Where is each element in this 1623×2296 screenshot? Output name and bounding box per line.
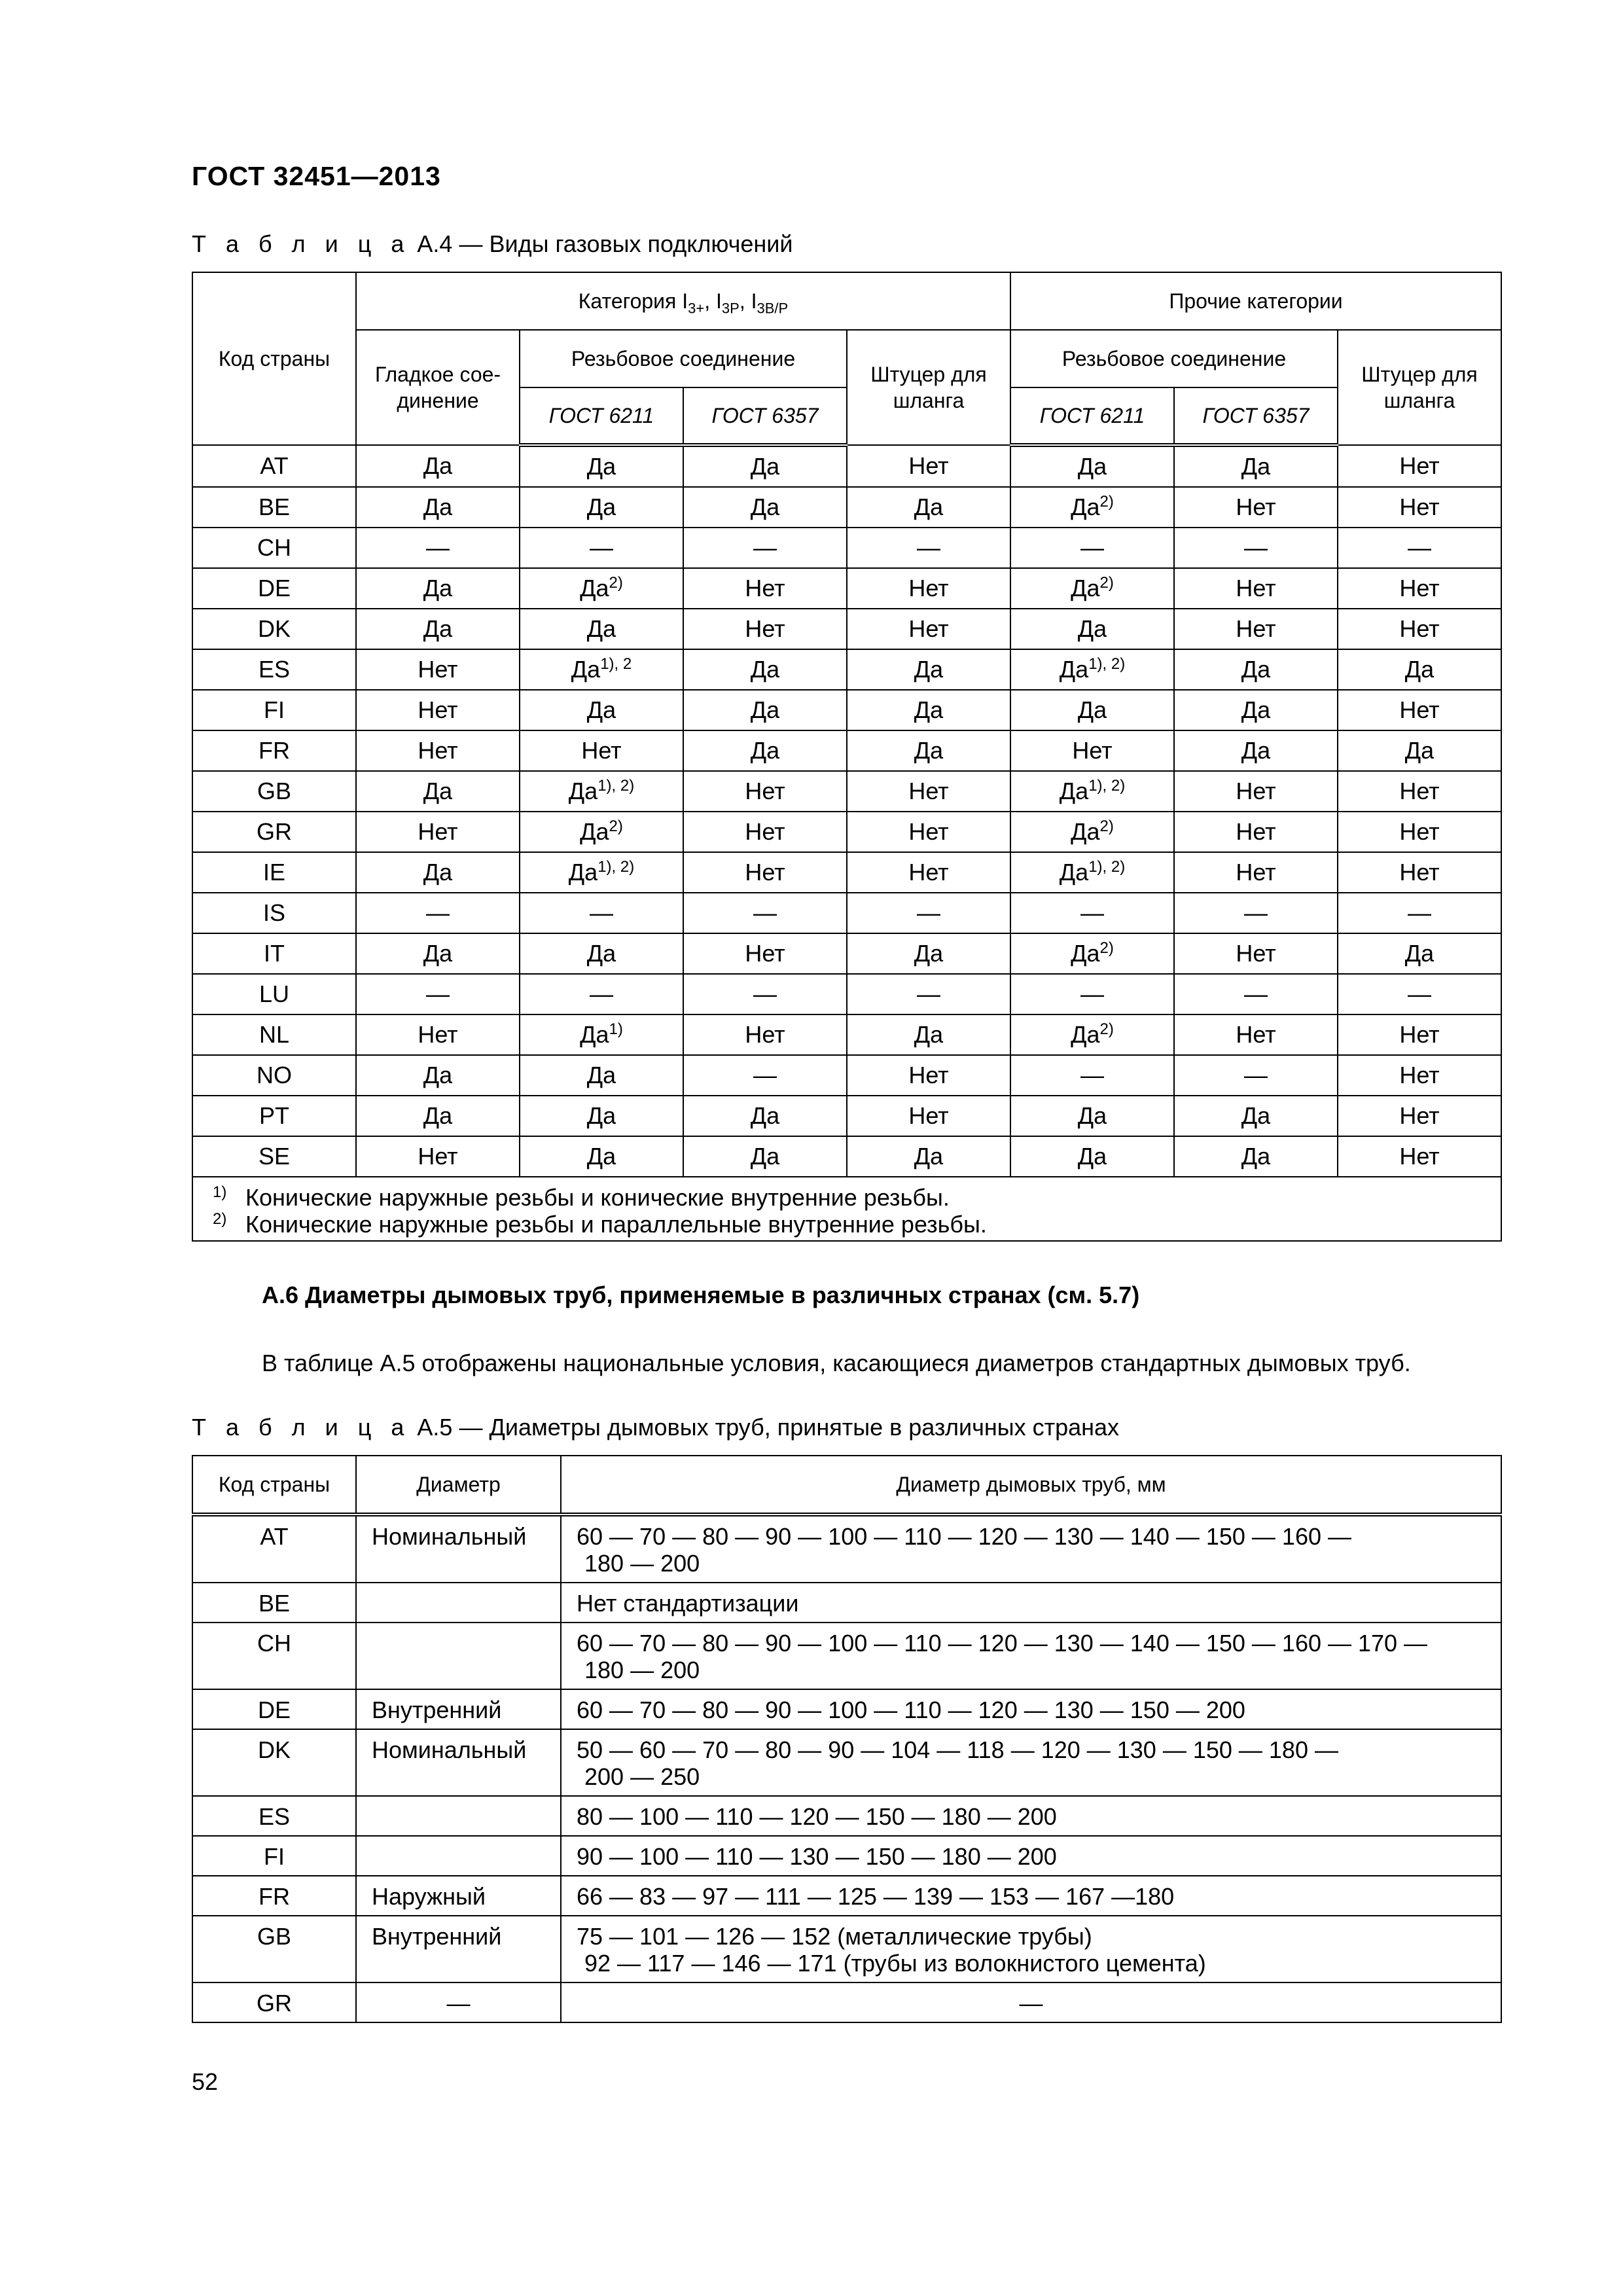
table-cell <box>356 1836 561 1876</box>
table-cell: Нет <box>1338 852 1501 893</box>
table-cell: GB <box>192 1916 356 1982</box>
table-cell: Да <box>847 649 1010 690</box>
caption-text: А.4 — Виды газовых подключений <box>410 230 793 257</box>
header-country-code: Код страны <box>192 272 356 445</box>
table-row <box>192 852 1501 893</box>
table-cell: Нет <box>1338 487 1501 528</box>
table-cell: Да <box>1174 730 1338 771</box>
table-cell: Нет <box>1338 1136 1501 1177</box>
table-cell: Нет <box>520 730 683 771</box>
table-cell: — <box>847 893 1010 933</box>
table-cell: $Да^{2)}$ <box>520 568 683 609</box>
table-cell: GB <box>192 771 356 812</box>
table-cell: Да <box>356 1096 520 1136</box>
table-cell: Нет <box>847 771 1010 812</box>
table-cell: Номинальный <box>356 1729 561 1796</box>
header-gost-6211: ГОСТ 6211 <box>520 387 683 445</box>
table-cell: — <box>683 974 847 1014</box>
table-cell: DE <box>192 1689 356 1729</box>
table-cell: LU <box>192 974 356 1014</box>
table-cell <box>356 1583 561 1623</box>
table-cell: 90 — 100 — 110 — 130 — 150 — 180 — 200 <box>561 1836 1501 1876</box>
table-cell: Да <box>683 690 847 730</box>
table-cell: Да <box>356 609 520 649</box>
table-cell: Нет <box>356 1136 520 1177</box>
table-cell: SE <box>192 1136 356 1177</box>
table-row <box>192 609 1501 649</box>
table-cell: — <box>683 893 847 933</box>
table-cell: — <box>356 528 520 568</box>
table-cell: Да <box>683 487 847 528</box>
footnote-2: $^{2)}$ Конические наружные резьбы и параллельные внутренние резьбы. <box>213 1210 987 1238</box>
table-cell: Да <box>683 445 847 487</box>
table-cell: Нет <box>683 771 847 812</box>
table-row <box>192 1096 1501 1136</box>
table-cell: Нет <box>847 852 1010 893</box>
table-cell: Нет <box>1338 1055 1501 1096</box>
table-cell: Да <box>356 852 520 893</box>
table-cell: 60 — 70 — 80 — 90 — 100 — 110 — 120 — 130 — 140 — 150 — 160 — 180 — 200 <box>561 1515 1501 1583</box>
table-cell: Нет <box>1338 568 1501 609</box>
table-cell: — <box>356 974 520 1014</box>
table-cell: Нет <box>1174 852 1338 893</box>
header-chimney-diameter: Диаметр дымовых труб, мм <box>561 1456 1501 1515</box>
table-cell: — <box>520 893 683 933</box>
table-cell: Да <box>520 1055 683 1096</box>
table-cell: — <box>1010 974 1174 1014</box>
table-cell: Да <box>1338 730 1501 771</box>
table-cell: 75 — 101 — 126 — 152 (металлические трубы) 92 — 117 — 146 — 171 (трубы из волокнистого цемента) <box>561 1916 1501 1982</box>
table-cell: — <box>520 974 683 1014</box>
table-cell: Да <box>1010 690 1174 730</box>
table-cell: GR <box>192 1982 356 2022</box>
table-cell: Нет <box>356 649 520 690</box>
table-cell: Да <box>356 445 520 487</box>
table-row <box>192 1623 1501 1689</box>
header-hose-fitting-other: Штуцер для шланга <box>1338 330 1501 445</box>
table-row <box>192 1876 1501 1916</box>
table-cell: Да <box>1174 1096 1338 1136</box>
table-cell: Да <box>1338 933 1501 974</box>
table-cell: DK <box>192 609 356 649</box>
table-cell: Да <box>520 690 683 730</box>
table-a5-caption <box>192 1414 1119 1441</box>
table-cell: $Да^{1), 2)}$ <box>1010 852 1174 893</box>
header-gost-6357: ГОСТ 6357 <box>683 387 847 445</box>
table-cell: — <box>847 528 1010 568</box>
table-cell: NL <box>192 1014 356 1055</box>
table-cell: — <box>1010 893 1174 933</box>
table-cell: Нет <box>1174 609 1338 649</box>
table-cell: Да <box>683 649 847 690</box>
caption-prefix: Т а б л и ц а <box>192 1414 411 1441</box>
table-cell: PT <box>192 1096 356 1136</box>
table-cell: Нет <box>356 812 520 852</box>
table-cell: Нет <box>683 933 847 974</box>
table-cell: — <box>683 1055 847 1096</box>
table-cell: Да <box>520 487 683 528</box>
table-cell: Да <box>520 1136 683 1177</box>
table-cell: Да <box>847 933 1010 974</box>
footnote-1: $^{1)}$ Конические наружные резьбы и конические внутренние резьбы. <box>213 1183 950 1211</box>
table-cell: 60 — 70 — 80 — 90 — 100 — 110 — 120 — 130 — 140 — 150 — 160 — 170 — 180 — 200 <box>561 1623 1501 1689</box>
table-cell: Да <box>356 771 520 812</box>
table-cell: $Да^{1), 2)}$ <box>520 852 683 893</box>
table-cell: — <box>1338 974 1501 1014</box>
table-cell: AT <box>192 445 356 487</box>
table-cell: CH <box>192 1623 356 1689</box>
table-cell: Нет <box>683 609 847 649</box>
table-cell: $Да^{2)}$ <box>1010 1014 1174 1055</box>
table-cell: — <box>1010 1055 1174 1096</box>
table-cell: Нет <box>1174 1014 1338 1055</box>
table-row <box>192 1836 1501 1876</box>
table-cell: Нет <box>847 568 1010 609</box>
table-row <box>192 445 1501 487</box>
table-cell: FR <box>192 1876 356 1916</box>
table-row <box>192 974 1501 1014</box>
table-cell: Да <box>1174 1136 1338 1177</box>
table-cell: Да <box>847 1136 1010 1177</box>
table-cell: Нет <box>683 568 847 609</box>
table-cell: Нет <box>1174 568 1338 609</box>
table-cell: IS <box>192 893 356 933</box>
table-cell: Да <box>847 1014 1010 1055</box>
table-cell: — <box>1010 528 1174 568</box>
table-cell: IT <box>192 933 356 974</box>
table-cell: Нет <box>1174 487 1338 528</box>
table-cell: Да <box>1174 649 1338 690</box>
table-cell: Да <box>1010 1096 1174 1136</box>
table-cell: Нет <box>847 812 1010 852</box>
section-a6-heading: А.6 Диаметры дымовых труб, применяемые в различных странах (см. 5.7) <box>262 1282 1140 1308</box>
table-cell: — <box>1174 1055 1338 1096</box>
table-cell: $Да^{1), 2)}$ <box>1010 771 1174 812</box>
table-cell: Да <box>683 1096 847 1136</box>
table-cell: Нет <box>683 812 847 852</box>
table-cell: NO <box>192 1055 356 1096</box>
header-threaded-connection-other: Резьбовое соединение <box>1010 330 1338 387</box>
table-cell: Да <box>1010 445 1174 487</box>
table-cell: Нет <box>1338 1014 1501 1055</box>
table-cell: — <box>1338 528 1501 568</box>
table-cell: $Да^{1), 2)}$ <box>1010 649 1174 690</box>
table-cell: Нет <box>847 445 1010 487</box>
table-cell: 80 — 100 — 110 — 120 — 150 — 180 — 200 <box>561 1796 1501 1836</box>
table-cell: Нет стандартизации <box>561 1583 1501 1623</box>
table-cell: Да <box>1174 690 1338 730</box>
gas-connections-table <box>192 272 1502 1242</box>
table-cell: — <box>356 1982 561 2022</box>
table-cell: Нет <box>1174 771 1338 812</box>
table-row <box>192 812 1501 852</box>
table-cell: Да <box>1010 1136 1174 1177</box>
table-row <box>192 730 1501 771</box>
table-cell: ES <box>192 649 356 690</box>
table-cell: Номинальный <box>356 1515 561 1583</box>
header-smooth-connection: Гладкое сое- динение <box>356 330 520 445</box>
table-cell: FR <box>192 730 356 771</box>
table-cell: Нет <box>847 609 1010 649</box>
table-row <box>192 487 1501 528</box>
table-cell: $Да^{2)}$ <box>1010 568 1174 609</box>
header-country-code: Код страны <box>192 1456 356 1515</box>
table-cell: — <box>520 528 683 568</box>
table-cell: Нет <box>1174 933 1338 974</box>
table-row <box>192 1515 1501 1583</box>
table-cell: $Да^{1), 2}$ <box>520 649 683 690</box>
table-cell: $Да^{2)}$ <box>1010 487 1174 528</box>
table-cell: — <box>1174 893 1338 933</box>
table-cell: Да <box>356 487 520 528</box>
table-cell: AT <box>192 1515 356 1583</box>
header-gost-6211-other: ГОСТ 6211 <box>1010 387 1174 445</box>
table-row <box>192 649 1501 690</box>
table-row <box>192 933 1501 974</box>
table-cell: $Да^{2)}$ <box>520 812 683 852</box>
caption-prefix: Т а б л и ц а <box>192 230 411 257</box>
table-cell: Нет <box>1338 690 1501 730</box>
header-category-i3: Категория $I_{3+}$, $I_{3P}$, $I_{3B/P}$ <box>356 272 1010 330</box>
table-cell: Нет <box>683 1014 847 1055</box>
table-cell: FI <box>192 690 356 730</box>
table-cell: BE <box>192 1583 356 1623</box>
table-row <box>192 528 1501 568</box>
table-cell: — <box>1174 974 1338 1014</box>
table-cell: Да <box>1338 649 1501 690</box>
table-cell: CH <box>192 528 356 568</box>
table-cell: Да <box>1174 445 1338 487</box>
header-hose-fitting: Штуцер для шланга <box>847 330 1010 445</box>
table-cell: — <box>356 893 520 933</box>
table-row <box>192 1916 1501 1982</box>
table-cell: Да <box>520 609 683 649</box>
table-cell: Нет <box>1010 730 1174 771</box>
table-row <box>192 568 1501 609</box>
table-cell: Внутренний <box>356 1916 561 1982</box>
table-cell: Нет <box>1338 771 1501 812</box>
table-cell: Да <box>356 933 520 974</box>
table-cell <box>356 1796 561 1836</box>
table-row <box>192 1136 1501 1177</box>
table-cell: DK <box>192 1729 356 1796</box>
table-cell: Да <box>520 445 683 487</box>
table-cell: — <box>1338 893 1501 933</box>
table-cell: Нет <box>1338 812 1501 852</box>
caption-text: А.5 — Диаметры дымовых труб, принятые в различных странах <box>410 1414 1120 1441</box>
table-cell: 50 — 60 — 70 — 80 — 90 — 104 — 118 — 120 — 130 — 150 — 180 — 200 — 250 <box>561 1729 1501 1796</box>
table-cell: Нет <box>847 1055 1010 1096</box>
table-cell: Да <box>520 1096 683 1136</box>
table-cell <box>356 1623 561 1689</box>
table-cell: 66 — 83 — 97 — 111 — 125 — 139 — 153 — 167 —180 <box>561 1876 1501 1916</box>
table-cell: Нет <box>1338 1096 1501 1136</box>
table-cell: — <box>1174 528 1338 568</box>
header-gost-6357-other: ГОСТ 6357 <box>1174 387 1338 445</box>
table-row <box>192 1014 1501 1055</box>
section-a6-paragraph: В таблице А.5 отображены национальные условия, касающиеся диаметров стандартных дымовых труб. <box>262 1350 1411 1376</box>
table-cell: Нет <box>356 690 520 730</box>
table-cell: Да <box>520 933 683 974</box>
table-row <box>192 1055 1501 1096</box>
table-cell: $Да^{1), 2)}$ <box>520 771 683 812</box>
table-cell: Да <box>683 730 847 771</box>
table-cell: — <box>561 1982 1501 2022</box>
table-cell: Да <box>356 1055 520 1096</box>
table-row <box>192 1729 1501 1796</box>
table-cell: $Да^{1)}$ <box>520 1014 683 1055</box>
table-cell: Нет <box>683 852 847 893</box>
table-cell: IE <box>192 852 356 893</box>
table-cell: Нет <box>1338 609 1501 649</box>
table-cell: — <box>847 974 1010 1014</box>
table-cell: Да <box>683 1136 847 1177</box>
table-cell: Да <box>1010 609 1174 649</box>
table-row <box>192 771 1501 812</box>
table-cell: FI <box>192 1836 356 1876</box>
table-cell: Да <box>847 730 1010 771</box>
table-cell: GR <box>192 812 356 852</box>
table-cell: $Да^{2)}$ <box>1010 812 1174 852</box>
table-cell: Нет <box>356 1014 520 1055</box>
table-cell: $Да^{2)}$ <box>1010 933 1174 974</box>
table-cell: Внутренний <box>356 1689 561 1729</box>
table-cell: Да <box>356 568 520 609</box>
document-header: ГОСТ 32451—2013 <box>192 161 441 191</box>
table-row <box>192 1796 1501 1836</box>
chimney-diameters-table <box>192 1455 1502 2023</box>
table-cell: ES <box>192 1796 356 1836</box>
table-a4-footnotes <box>192 1177 1501 1241</box>
table-cell: Да <box>847 690 1010 730</box>
table-cell: Нет <box>847 1096 1010 1136</box>
table-cell: DE <box>192 568 356 609</box>
header-other-categories: Прочие категории <box>1010 272 1501 330</box>
page-number: 52 <box>192 2068 219 2095</box>
table-cell: — <box>683 528 847 568</box>
table-row <box>192 1583 1501 1623</box>
table-row <box>192 1982 1501 2022</box>
table-cell: Нет <box>356 730 520 771</box>
table-row <box>192 690 1501 730</box>
table-cell: Да <box>847 487 1010 528</box>
table-cell: 60 — 70 — 80 — 90 — 100 — 110 — 120 — 130 — 150 — 200 <box>561 1689 1501 1729</box>
header-diameter: Диаметр <box>356 1456 561 1515</box>
table-cell: Нет <box>1338 445 1501 487</box>
table-cell: Наружный <box>356 1876 561 1916</box>
header-threaded-connection: Резьбовое соединение <box>520 330 847 387</box>
table-cell: BE <box>192 487 356 528</box>
table-cell: Нет <box>1174 812 1338 852</box>
table-row <box>192 893 1501 933</box>
table-a4-caption <box>192 230 793 258</box>
table-row <box>192 1689 1501 1729</box>
